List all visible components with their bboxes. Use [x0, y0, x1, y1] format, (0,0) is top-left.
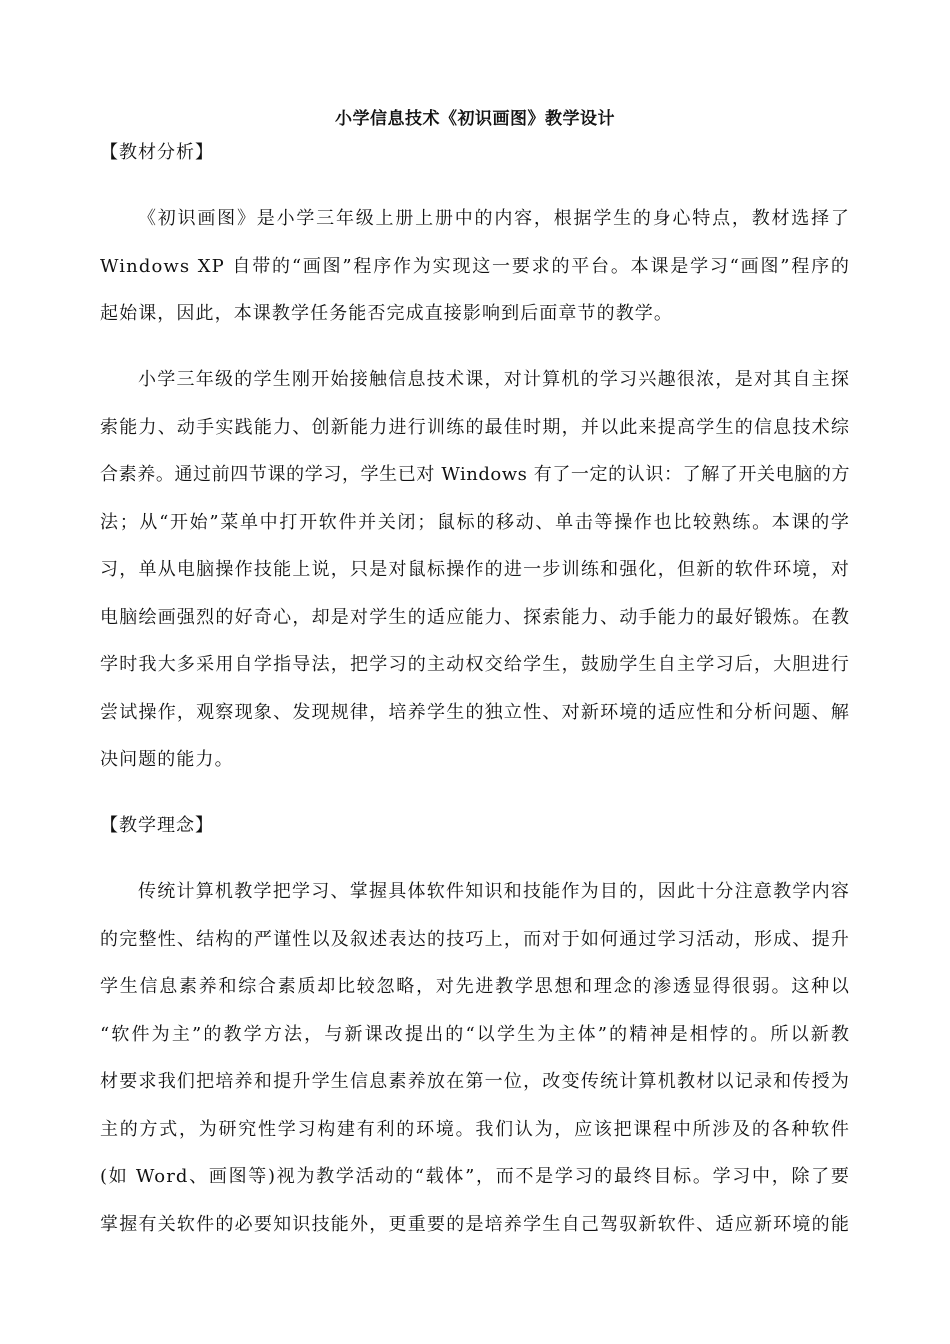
paragraph-line: Windows XP 自带的“画图”程序作为实现这一要求的平台。本课是学习“画图”程序的: [100, 256, 850, 277]
section-heading-teaching-philosophy: 【教学理念】: [100, 815, 214, 836]
paragraph-line: 决问题的能力。: [100, 749, 234, 770]
paragraph-line: 的完整性、结构的严谨性以及叙述表达的技巧上，而对于如何通过学习活动，形成、提升: [100, 929, 850, 950]
paragraph-line: 学时我大多采用自学指导法，把学习的主动权交给学生，鼓励学生自主学习后，大胆进行: [100, 654, 850, 675]
paragraph-line: 主的方式，为研究性学习构建有利的环境。我们认为，应该把课程中所涉及的各种软件: [100, 1119, 850, 1140]
paragraph-line: 法；从“开始”菜单中打开软件并关闭；鼠标的移动、单击等操作也比较熟练。本课的学: [100, 512, 850, 533]
paragraph-line: 起始课，因此，本课教学任务能否完成直接影响到后面章节的教学。: [100, 303, 673, 324]
paragraph-line: 传统计算机教学把学习、掌握具体软件知识和技能作为目的，因此十分注意教学内容: [138, 881, 850, 902]
paragraph-line: 小学三年级的学生刚开始接触信息技术课，对计算机的学习兴趣很浓，是对其自主探: [138, 369, 850, 390]
paragraph-line: 学生信息素养和综合素质却比较忽略，对先进教学思想和理念的渗透显得很弱。这种以: [100, 976, 850, 997]
paragraph-line: 材要求我们把培养和提升学生信息素养放在第一位，改变传统计算机教材以记录和传授为: [100, 1071, 850, 1092]
paragraph-line: “软件为主”的教学方法，与新课改提出的“以学生为主体”的精神是相悖的。所以新教: [100, 1024, 850, 1045]
paragraph-line: 《初识画图》是小学三年级上册上册中的内容，根据学生的身心特点，教材选择了: [138, 208, 850, 229]
paragraph-line: 合素养。通过前四节课的学习，学生已对 Windows 有了一定的认识：了解了开关电脑的方: [100, 464, 850, 485]
paragraph-line: (如 Word、画图等)视为教学活动的“载体”，而不是学习的最终目标。学习中，除了要: [100, 1166, 850, 1187]
paragraph-line: 索能力、动手实践能力、创新能力进行训练的最佳时期，并以此来提高学生的信息技术综: [100, 417, 850, 438]
paragraph-line: 电脑绘画强烈的好奇心，却是对学生的适应能力、探索能力、动手能力的最好锻炼。在教: [100, 607, 850, 628]
paragraph-line: 习，单从电脑操作技能上说，只是对鼠标操作的进一步训练和强化，但新的软件环境，对: [100, 559, 850, 580]
paragraph-line: 掌握有关软件的必要知识技能外，更重要的是培养学生自己驾驭新软件、适应新环境的能: [100, 1214, 850, 1235]
page-title: 小学信息技术《初识画图》教学设计: [335, 109, 615, 129]
paragraph-line: 尝试操作，观察现象、发现规律，培养学生的独立性、对新环境的适应性和分析问题、解: [100, 702, 850, 723]
section-heading-material-analysis: 【教材分析】: [100, 142, 214, 163]
